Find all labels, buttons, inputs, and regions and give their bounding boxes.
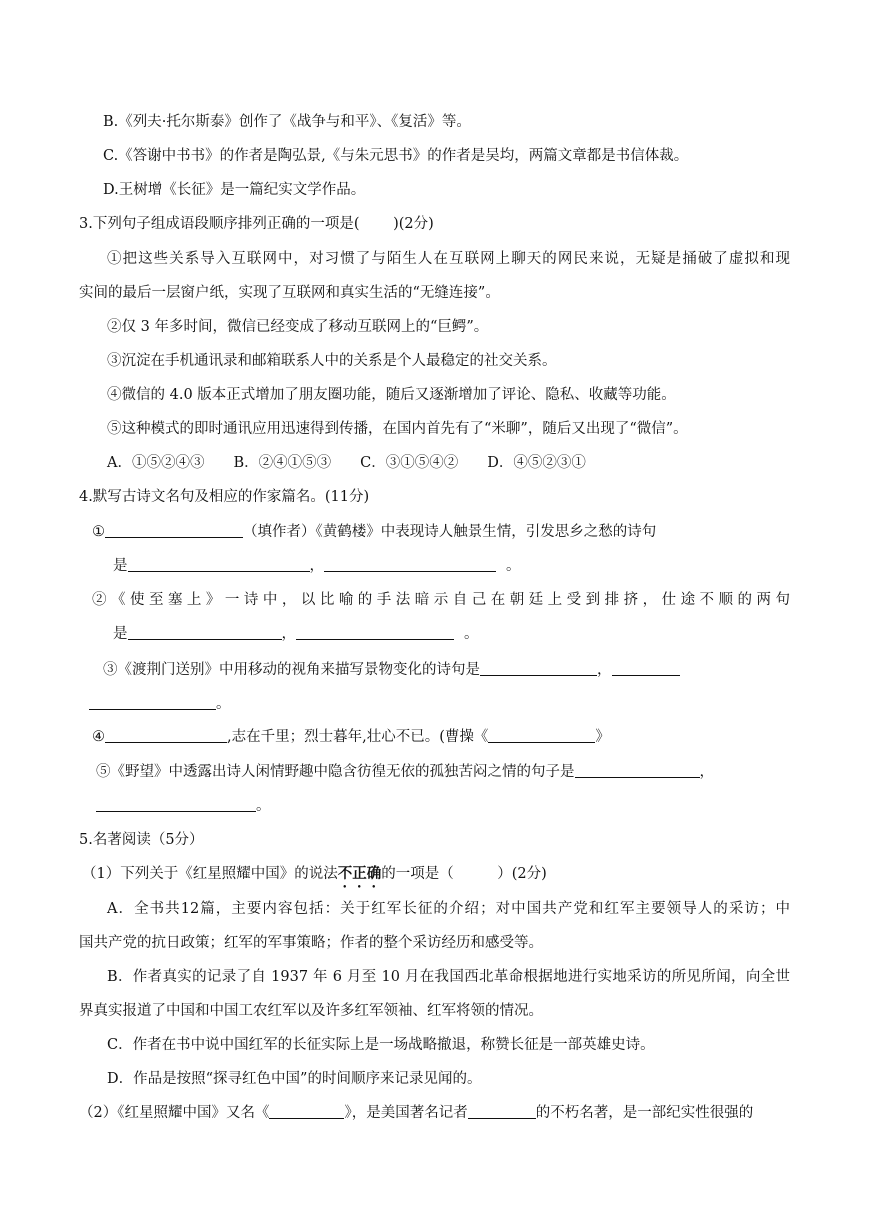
q5-part-1-emphasis: 不正确 [337,865,382,882]
q4-item-5-blank-a[interactable] [575,762,700,778]
q5-option-b-line2: 界真实报道了中国和中国工农红军以及许多红军领袖、红军将领的情况。 [79,1003,543,1019]
q3-sentence-1b: 实间的最后一层窗户纸，实现了互联网和真实生活的“无缝连接”。 [79,285,500,301]
q4-item-5 [96,762,714,782]
q2-option-c: C.《答谢中书书》的作者是陶弘景,《与朱元思书》的作者是吴均，两篇文章都是书信体裁。 [103,148,689,164]
q3-sentence-3: ③沉淀在手机通讯录和邮箱联系人中的关系是个人最稳定的社交关系。 [107,353,557,369]
q3-sentence-2: ②仅 3 年多时间，微信已经变成了移动互联网上的“巨鳄”。 [107,319,489,335]
q4-period: 。 [216,696,231,712]
q4-item-1-blank-b[interactable] [324,556,496,572]
q4-comma: ， [309,558,324,574]
q4-item-4-text: ,志在千里；烈士暮年,壮心不已。(曹操《 [227,729,489,745]
q4-item-2-blank-b[interactable] [296,624,454,640]
q4-item-4-end: 》 [595,729,610,745]
q4-period: 。 [256,798,271,814]
q5-option-a-line2: 国共产党的抗日政策；红军的军事策略；作者的整个采访经历和感受等。 [79,935,543,951]
q4-item-3-text: ③《渡荆门送别》中用移动的视角来描写景物变化的诗句是 [103,662,480,678]
q4-stem: 4.默写古诗文名句及相应的作家篇名。(11分) [79,489,370,505]
q5-option-d: D．作品是按照“探寻红色中国”的时间顺序来记录见闻的。 [107,1071,482,1087]
q4-item-2-blank-a[interactable] [128,624,282,640]
q2-option-d: D.王树增《长征》是一篇纪实文学作品。 [103,182,366,198]
q5-option-c: C．作者在书中说中国红军的长征实际上是一场战略撤退，称赞长征是一部英雄史诗。 [107,1037,655,1053]
q4-item-2-shi: 是 [113,626,128,642]
q4-comma: ， [699,764,714,780]
q3-options: A．①⑤②④③ B．②④①⑤③ C．③①⑤④② D．④⑤②③① [107,455,586,471]
q4-item-4-blank-a[interactable] [105,727,227,743]
q4-item-1-shi: 是 [113,558,128,574]
q5-option-a-line1: A．全书共12篇，主要内容包括：关于红军长征的介绍；对中国共产党和红军主要领导人的采访；中 [107,901,790,917]
q5-part-2-blank-a[interactable] [269,1103,344,1119]
q3-sentence-5: ⑤这种模式的即时通讯应用迅速得到传播，在国内首先有了“米聊”，随后又出现了“微信”。 [107,421,688,437]
q4-item-1-answer [113,556,521,576]
q5-part-2-pre: （2）《红星照耀中国》又名《 [79,1105,270,1121]
q4-item-1-text: （填作者）《黄鹤楼》中表现诗人触景生情，引发思乡之愁的诗句 [243,524,657,540]
q4-item-1-blank-a[interactable] [128,556,310,572]
q3-sentence-4: ④微信的 4.0 版本正式增加了朋友圈功能，随后又逐渐增加了评论、隐私、收藏等功能。 [107,387,676,403]
q3-stem: 3.下列句子组成语段顺序排列正确的一项是( )(2分) [79,216,434,232]
q5-part-1-pre: （1）下列关于《红星照耀中国》的说法 [82,866,338,882]
q4-item-4 [92,727,610,747]
q3-sentence-1a: ①把这些关系导入互联网中，对习惯了与陌生人在互联网上聊天的网民来说，无疑是捅破了虚拟和现 [107,251,790,267]
q4-item-4-num: ④ [92,729,105,745]
q4-item-3-blank-c[interactable] [89,694,216,710]
q4-item-1 [92,522,656,542]
q5-part-1-post: 的一项是（ ）(2分) [381,866,547,882]
q4-comma: ， [597,662,612,678]
q4-comma: ， [281,626,296,642]
q4-item-1-author-blank[interactable] [105,522,243,538]
q4-item-3-blank-a[interactable] [480,660,597,676]
q4-item-3-cont [89,694,231,714]
q4-item-3-blank-b[interactable] [612,660,680,676]
q5-part-2-mid: 》，是美国著名记者 [344,1105,468,1121]
q4-item-4-blank-b[interactable] [488,727,595,743]
q4-period: 。 [464,626,479,642]
q4-period: 。 [506,558,521,574]
q4-item-5-text: ⑤《野望》中透露出诗人闲情野趣中隐含彷徨无依的孤独苦闷之情的句子是 [96,764,575,780]
q4-item-5-blank-b[interactable] [96,796,256,812]
q4-item-2-answer [113,624,479,644]
q5-part-2-blank-b[interactable] [468,1103,536,1119]
q2-option-b: B.《列夫·托尔斯泰》创作了《战争与和平》、《复活》等。 [103,114,471,130]
q4-item-5-cont [96,796,271,816]
q4-item-2: ②《使至塞上》一诗中，以比喻的手法暗示自己在朝廷上受到排挤，仕途不顺的两句 [92,592,790,608]
q5-stem: 5.名著阅读（5分） [79,832,204,848]
q5-part-2-post: 的不朽名著，是一部纪实性很强的 [535,1105,754,1121]
q4-item-1-num: ① [92,524,105,540]
q5-option-b-line1: B．作者真实的记录了自 1937 年 6 月至 10 月在我国西北革命根据地进行实地采访的所见所闻，向全世 [107,969,790,985]
q5-part-1-stem [82,864,547,891]
q4-item-3 [103,660,680,680]
q5-part-2 [79,1103,753,1123]
